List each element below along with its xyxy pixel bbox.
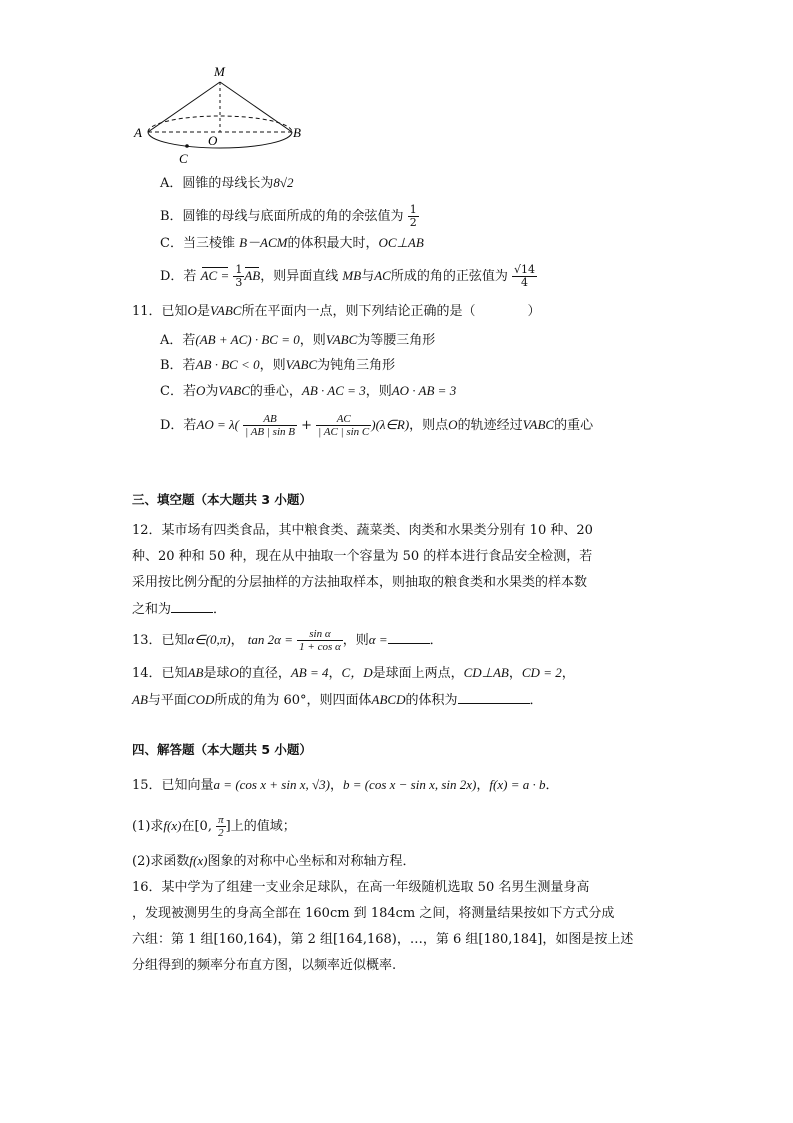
q11-option-a-expr: (AB + AC) · BC = 0	[195, 332, 300, 347]
q13-answer-blank[interactable]	[388, 629, 430, 644]
q14-l2-c: 所成的角为 60°，则四面体	[214, 693, 372, 708]
q13-sep: ，	[230, 633, 244, 648]
q11-option-b-expr: AB · BC < 0	[195, 357, 260, 372]
q12-answer-blank[interactable]	[171, 598, 213, 613]
q11-option-d-fraction-ac	[316, 413, 371, 438]
q12-end: ．	[213, 602, 227, 617]
q11-option-a-prefix: A．若	[160, 333, 196, 348]
q11-option-c-expr2: AO · AB = 3	[391, 383, 457, 398]
section-4-heading: 四、解答题（本大题共 5 小题）	[132, 742, 312, 757]
q10-option-b-fraction	[408, 204, 419, 229]
q10-option-d-vec-ac: AC =	[200, 268, 230, 283]
q10-option-d-tail: 所成的角的正弦值为	[390, 269, 508, 284]
q10-option-c-mid: 的体积最大时，	[287, 236, 379, 251]
q11-option-a-mid: ，则	[299, 333, 326, 348]
q15-end: ．	[545, 778, 559, 793]
q16-line-1: 16．某中学为了组建一支业余足球队，在高一年级随机选取 50 名男生测量身高	[132, 880, 590, 895]
q12-line-3: 采用按比例分配的分层抽样的方法抽取样本，则抽取的粮食类和水果类的样本数	[132, 575, 588, 590]
q15-stem	[132, 776, 558, 795]
q13-ans: α =	[368, 632, 388, 647]
label-a: A	[134, 125, 142, 140]
label-b: B	[293, 125, 301, 140]
q15-vector-a: a = (cos x + sin x, √3)	[213, 777, 330, 792]
q14-l2-ab: AB	[132, 692, 148, 707]
q10-option-c-pyramid: B－ACM	[239, 235, 288, 250]
q10-option-d-vec-ab: AB	[244, 268, 261, 283]
q15-p1-int-l: [0,	[194, 819, 212, 834]
q15-p2-b: 图象的对称中心坐标和对称轴方程．	[207, 854, 416, 869]
q16-line-4: 分组得到的频率分布直方图，以频率近似概率.	[132, 958, 397, 973]
q12-line-2: 种、20 种和 50 种，现在从中抽取一个容量为 50 的样本进行食品安全检测，若	[132, 549, 593, 564]
q11-option-d-tail2: 的轨迹经过	[457, 418, 523, 433]
fraction-numerator: AC	[316, 413, 371, 426]
q11-option-d-plus: +	[301, 418, 313, 433]
q15-p1-b: 在	[181, 819, 195, 834]
q11-option-d-o: O	[448, 417, 458, 432]
q15-p1-fraction	[216, 814, 226, 839]
q10-option-d-with: 与	[361, 269, 375, 284]
q11-stem-tri: VABC	[209, 303, 242, 318]
q11-option-c-mid3: ，则	[365, 384, 392, 399]
q14-line-2	[132, 689, 543, 710]
q11-option-b-prefix: B．若	[160, 358, 196, 373]
q11-option-c-mid2: 的垂心，	[249, 384, 302, 399]
q11-option-d-tail3: 的重心	[554, 418, 594, 433]
fraction-numerator: sin α	[297, 628, 343, 641]
q11-option-a-tri: VABC	[325, 332, 358, 347]
fraction-denominator: 1 + cos α	[299, 641, 341, 653]
q14-line-1	[132, 664, 575, 683]
q14-end: ．	[529, 693, 543, 708]
q11-option-b-tri: VABC	[285, 357, 318, 372]
q11-option-b-tail: 为钝角三角形	[317, 358, 396, 373]
cone-diagram	[130, 60, 310, 170]
q11-option-c-tri: VABC	[218, 383, 250, 398]
q11-option-b	[160, 356, 395, 375]
q13	[132, 628, 443, 653]
q14-cd2: CD = 2	[521, 665, 562, 680]
q10-option-b	[160, 204, 419, 229]
q14-ab: AB	[187, 665, 204, 680]
q11-stem-o: O	[187, 303, 197, 318]
q14-cod: COD	[186, 692, 215, 707]
q15-p1-a: (1)求	[132, 819, 164, 834]
q10-option-c-relation: OC⊥AB	[378, 235, 424, 250]
fraction-denominator: | AC | sin C	[318, 426, 370, 438]
q13-end: ．	[429, 633, 443, 648]
q11-option-a	[160, 331, 435, 350]
q14-ab4: AB = 4	[290, 665, 329, 680]
q11-option-d-lhs: AO = λ(	[196, 417, 239, 432]
q10-option-c	[160, 234, 424, 253]
q16-line-2: ，发现被测男生的身高全部在 160cm 到 184cm 之间，将测量结果按如下方式分成	[132, 906, 615, 921]
q10-option-d-mid: ，则异面直线	[260, 269, 339, 284]
point-c	[185, 144, 189, 148]
q10-option-a-text: A．圆锥的母线长为	[160, 176, 274, 191]
q15-p1-f: f(x)	[163, 818, 182, 833]
q14-cd: C，D	[341, 665, 373, 680]
q11-option-d-rhs: )(λ∈R)	[371, 417, 410, 432]
cone-edge-mb	[220, 82, 292, 132]
q15-p1-c: 上的值域；	[230, 819, 296, 834]
q15-p1-int-r: ]	[225, 819, 231, 834]
cone-edge-ma	[148, 82, 220, 132]
q15-function: f(x) = a · b	[489, 777, 546, 792]
q11-option-d-fraction-ab	[243, 413, 297, 438]
q14-l1-b: 是球	[203, 666, 230, 681]
q10-option-a-value: 8√2	[273, 175, 294, 190]
q15-p2-a: (2)求函数	[132, 854, 190, 869]
q12-line-4	[132, 598, 226, 619]
q16-line-3: 六组：第 1 组[160,164)，第 2 组[164,168)，…，第 6 组[180,184]，如图是按上述	[132, 932, 634, 947]
q11-option-b-mid: ，则	[259, 358, 286, 373]
fraction-denominator: 2	[218, 827, 224, 839]
q11-option-c-expr1: AB · AC = 3	[301, 383, 366, 398]
q11-option-c-o: O	[195, 383, 206, 398]
cone-base-front	[148, 132, 292, 148]
q10-option-d-ac: AC	[374, 268, 391, 283]
q10-option-d-fraction	[233, 264, 244, 289]
q10-option-c-prefix: C．当三棱锥	[160, 236, 235, 251]
label-c: C	[179, 151, 188, 166]
fraction-denominator: 4	[520, 276, 528, 289]
q14-l1-e: 是球面上两点，	[372, 666, 464, 681]
q11-option-d-tri: VABC	[522, 417, 555, 432]
q11-option-d-tail1: ，则点	[409, 418, 449, 433]
q11-stem-tail: 所在平面内一点，则下列结论正确的是（ ）	[241, 304, 541, 319]
section-3-heading: 三、填空题（本大题共 3 小题）	[132, 492, 312, 507]
q10-option-d-prefix: D．若	[160, 269, 197, 284]
q12-line-4-text: 之和为	[132, 602, 172, 617]
q11-stem-mid: 是	[196, 304, 210, 319]
q14-l1-c: 的直径，	[238, 666, 291, 681]
fraction-denominator: | AB | sin B	[245, 426, 295, 438]
q14-l1-d: ，	[328, 666, 342, 681]
q15-p2-f: f(x)	[189, 853, 208, 868]
q10-option-a	[160, 174, 294, 193]
fraction-numerator: AB	[243, 413, 297, 426]
q13-mid: ，则	[342, 633, 369, 648]
q11-option-d-prefix: D．若	[160, 418, 197, 433]
q13-prefix: 13．已知	[132, 633, 188, 648]
q15-sep2: ，	[476, 778, 490, 793]
q11-option-a-tail: 为等腰三角形	[357, 333, 436, 348]
q15-prefix: 15．已知向量	[132, 778, 214, 793]
q11-option-d	[160, 413, 593, 438]
q15-part-2	[132, 852, 415, 871]
fraction-numerator: √14	[513, 263, 535, 276]
q11-option-c-mid: 为	[205, 384, 219, 399]
q14-answer-blank[interactable]	[458, 689, 530, 704]
q14-o: O	[229, 665, 239, 680]
q13-cond: α∈(0,π)	[187, 632, 231, 647]
q11-option-c	[160, 382, 456, 401]
q15-sep: ，	[329, 778, 343, 793]
fraction-numerator: 1	[235, 263, 243, 276]
q12-line-1: 12．某市场有四类食品，其中粮食类、蔬菜类、肉类和水果类分别有 10 种、20	[132, 523, 593, 538]
fraction-denominator: 2	[409, 216, 417, 229]
q14-l1-g: ，	[561, 666, 575, 681]
label-o: O	[208, 133, 218, 148]
q10-option-d-answer-fraction	[512, 264, 537, 289]
q14-l2-b: 与平面	[147, 693, 187, 708]
q14-l2-d: 的体积为	[405, 693, 458, 708]
q14-perp: CD⊥AB	[463, 665, 509, 680]
q14-l1-a: 14．已知	[132, 666, 188, 681]
fraction-numerator: π	[218, 814, 224, 826]
q14-abcd: ABCD	[371, 692, 406, 707]
q11-stem-prefix: 11．已知	[132, 304, 188, 319]
q11-stem	[132, 302, 541, 321]
q15-part-1	[132, 814, 296, 839]
q10-option-b-text: B．圆锥的母线与底面所成的角的余弦值为	[160, 209, 404, 224]
q10-option-d	[160, 264, 537, 289]
fraction-numerator: 1	[409, 203, 417, 216]
q15-vector-b: b = (cos x − sin x, sin 2x)	[342, 777, 477, 792]
q13-eq-left: tan 2α =	[247, 632, 293, 647]
q10-option-d-mb: MB	[342, 268, 362, 283]
q13-fraction	[297, 628, 343, 653]
q11-option-c-prefix: C．若	[160, 384, 196, 399]
label-m: M	[214, 64, 225, 79]
q14-l1-f: ，	[508, 666, 522, 681]
fraction-denominator: 3	[235, 276, 243, 289]
